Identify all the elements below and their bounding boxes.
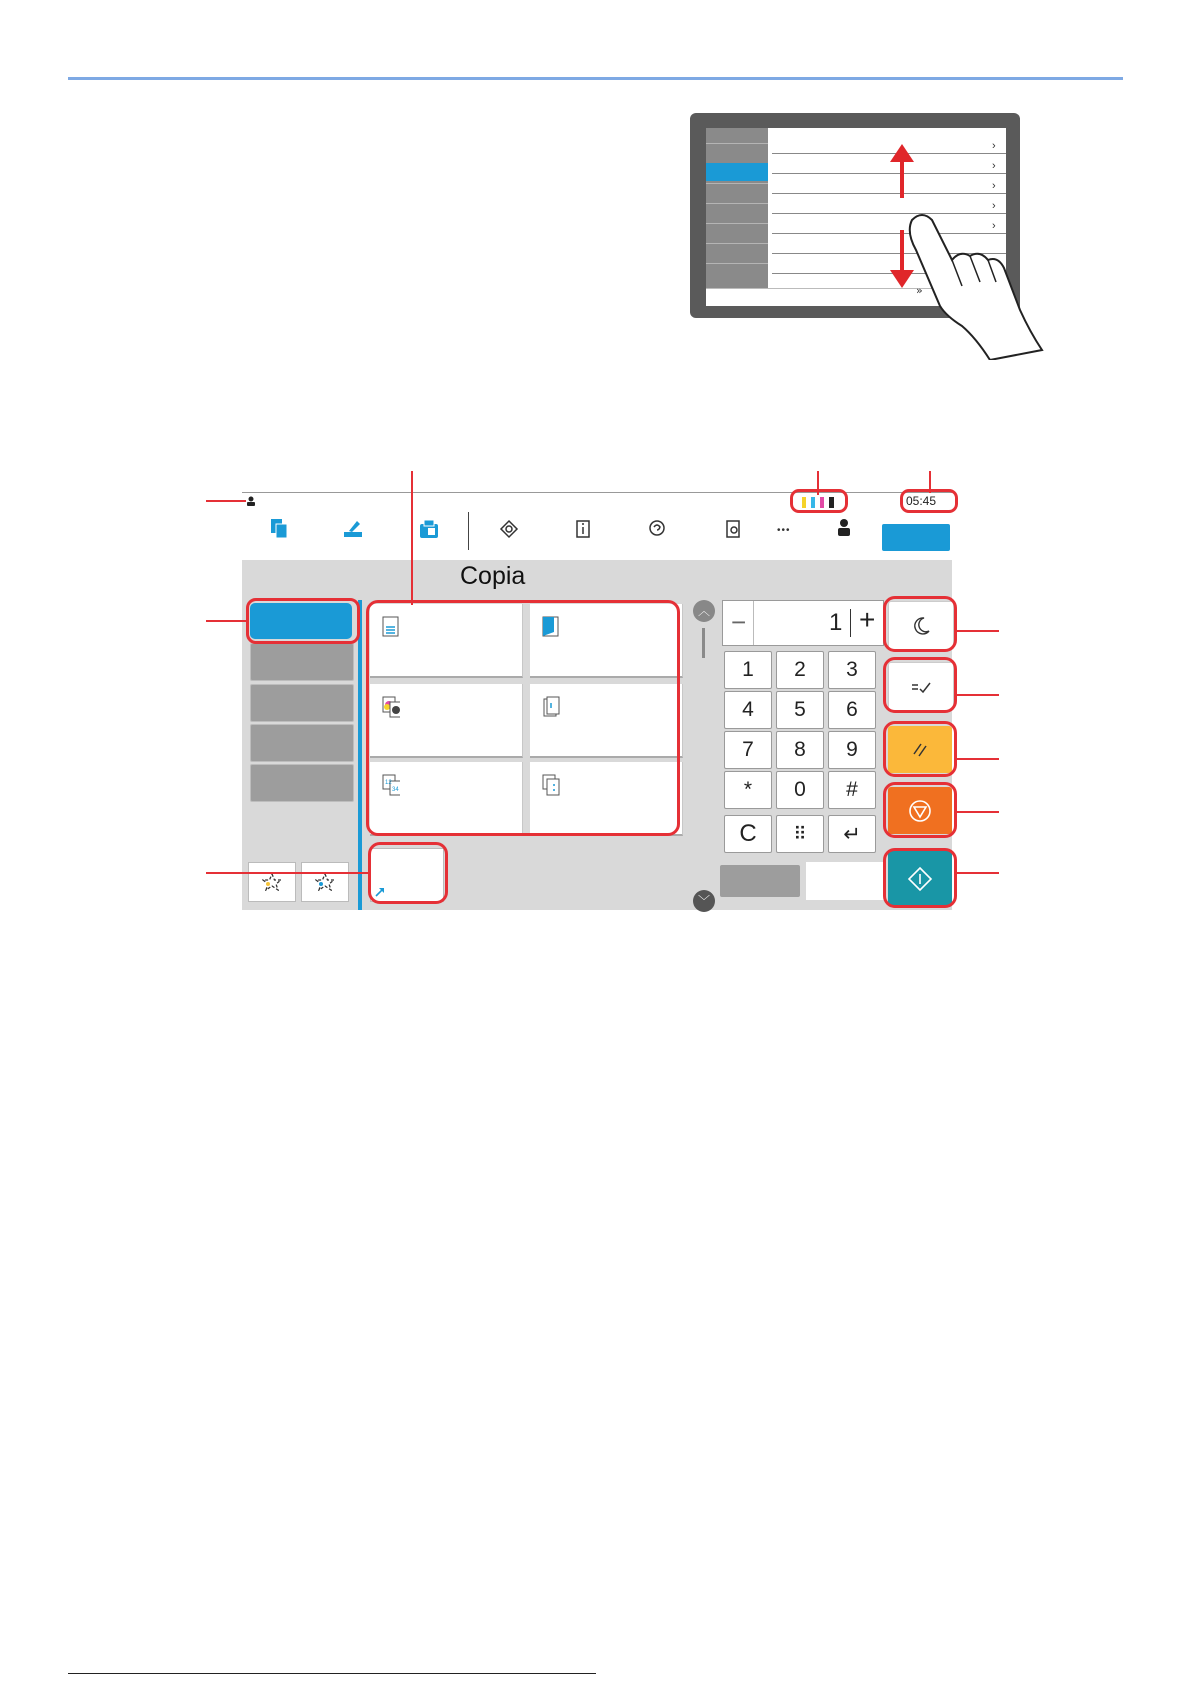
fax-icon[interactable]	[418, 518, 440, 540]
nav-separator	[468, 512, 469, 550]
keypad-star[interactable]: *	[724, 771, 772, 809]
send-icon[interactable]	[342, 518, 364, 540]
keypad-7[interactable]: 7	[724, 731, 772, 769]
keypad-2[interactable]: 2	[776, 651, 824, 689]
user-login-icon[interactable]	[836, 518, 852, 536]
keypad-5[interactable]: 5	[776, 691, 824, 729]
keypad-6[interactable]: 6	[828, 691, 876, 729]
scrollbar-thumb[interactable]	[702, 628, 705, 658]
keypad-4[interactable]: 4	[724, 691, 772, 729]
scan-preview-icon[interactable]	[722, 518, 744, 540]
header-rule	[68, 77, 1123, 80]
support-icon[interactable]	[646, 518, 668, 540]
favorite-star-icon	[262, 873, 282, 891]
category-button[interactable]	[250, 684, 354, 722]
callout-toner	[790, 489, 848, 513]
favorite-button[interactable]	[301, 862, 349, 902]
callout-stop	[883, 782, 957, 838]
callout-line	[206, 872, 370, 874]
copy-count-value: 1	[829, 609, 843, 636]
program-button[interactable]	[882, 524, 950, 551]
keypad-grid-icon[interactable]: ⠿	[776, 815, 824, 853]
callout-line	[206, 500, 246, 502]
callout-reset-settings	[883, 657, 957, 713]
callout-category	[246, 598, 360, 644]
category-button[interactable]	[250, 724, 354, 762]
category-panel-divider	[358, 600, 362, 910]
swipe-gesture-icon	[690, 110, 1050, 360]
keypad-hash[interactable]: #	[828, 771, 876, 809]
keypad-8[interactable]: 8	[776, 731, 824, 769]
callout-energy-saver	[883, 596, 957, 652]
keypad-1[interactable]: 1	[724, 651, 772, 689]
callout-start	[883, 848, 957, 908]
category-button[interactable]	[250, 643, 354, 681]
keypad-extra-area	[806, 862, 886, 900]
keypad-0[interactable]: 0	[776, 771, 824, 809]
copy-count-field[interactable]	[722, 600, 884, 646]
callout-line	[957, 694, 999, 696]
login-user-icon	[246, 496, 256, 506]
keypad-extra-button[interactable]	[720, 865, 800, 897]
svg-text:34: 34	[392, 787, 399, 793]
callout-line	[957, 811, 999, 813]
callout-clock	[900, 489, 958, 513]
keypad-3[interactable]: 3	[828, 651, 876, 689]
callout-function-tiles	[366, 600, 680, 836]
callout-line	[957, 872, 999, 874]
callout-line	[206, 620, 248, 622]
callout-line	[411, 471, 413, 605]
favorite-star-icon	[315, 873, 335, 891]
scroll-up-button[interactable]: ︿	[693, 600, 715, 622]
screen-title: Copia	[460, 562, 526, 590]
clock: 05:45	[906, 494, 937, 508]
callout-reset	[883, 721, 957, 777]
callout-line	[957, 630, 999, 632]
keypad-9[interactable]: 9	[828, 731, 876, 769]
svg-text:12: 12	[385, 780, 392, 786]
document-box-icon[interactable]	[498, 518, 520, 540]
footer-rule	[68, 1673, 596, 1674]
keypad-clear[interactable]: C	[724, 815, 772, 853]
category-button[interactable]	[250, 764, 354, 802]
counter-minus-button[interactable]: −	[731, 607, 747, 637]
counter-plus-button[interactable]: +	[859, 604, 876, 635]
scroll-down-button[interactable]: ﹀	[693, 890, 715, 912]
keypad-enter[interactable]: ↵	[828, 815, 876, 853]
copy-icon[interactable]	[268, 518, 290, 540]
callout-line	[957, 758, 999, 760]
svg-text:»: »	[916, 284, 923, 297]
info-icon[interactable]	[572, 518, 594, 540]
more-functions-icon[interactable]: •••	[777, 525, 791, 536]
callout-functions-button	[368, 842, 448, 904]
favorite-button[interactable]	[248, 862, 296, 902]
